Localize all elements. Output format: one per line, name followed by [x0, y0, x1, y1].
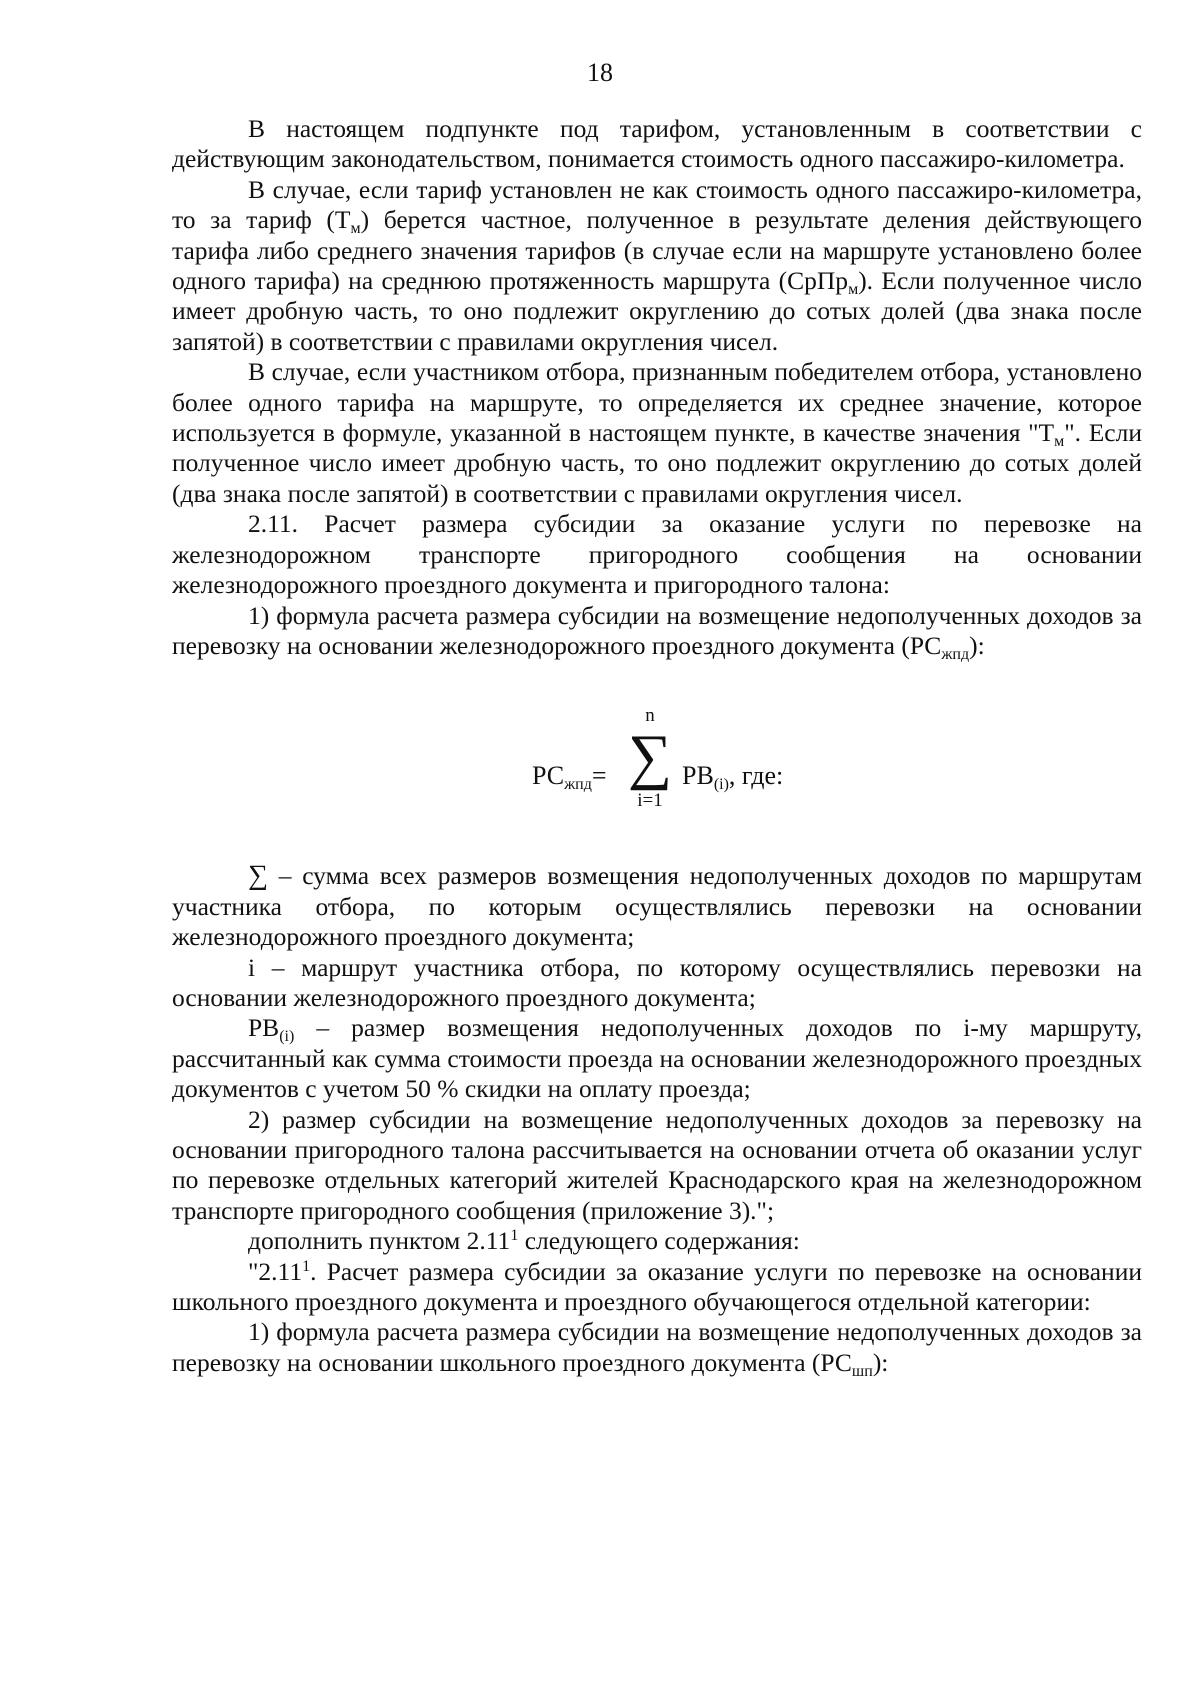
paragraph-sum-definition: ∑ – сумма всех размеров возмещения недополученных доходов по маршрутам участника отбора, по которым осуществлялись перевозки на основании железнодорожного проездного документа;	[172, 860, 1142, 952]
paragraph-pv-definition: $РВ_{(i)}$ – размер возмещения недополученных доходов по i-му маршруту, рассчитанный как сумма стоимости проезда на основании железнодорожного проездных документов с учетом 50 % скидки на оплату проезда;	[172, 1013, 1142, 1104]
sigma-upper-limit: n	[645, 705, 655, 727]
paragraph-2-11: 2.11. Расчет размера субсидии за оказание услуги по перевозке на железнодорожном транспорте пригородного сообщения на основании железнодорожного проездного документа и пригородного талона:	[172, 509, 1142, 600]
paragraph-2-suburban: 2) размер субсидии на возмещение недополученных доходов за перевозку на основании пригородного талона рассчитывается на основании отчета об оказании услуг по перевозке отдельных категорий жителей Краснодарского края на железнодорожном транспорте пригородного сообщения (приложение 3).";	[172, 1104, 1142, 1225]
paragraph-2-11-1: "2.11$^1$. Расчет размера субсидии за оказание услуги по перевозке на основании школьного проездного документа и проездного обучающегося отдельной категории:	[172, 1256, 1142, 1316]
paragraph-tariff-calculation: В случае, если тариф установлен не как стоимость одного пассажиро-километра, то за тариф $(Т_м)$ берется частное, полученное в результате деления действующего тарифа либо среднего значения тарифов (в случае если на маршруте установлено более одного тарифа) на среднюю протяженность маршрута (СрПр$_м$). Если полученное число имеет дробную часть, то оно подлежит округлению до сотых долей (два знака после запятой) в соответствии с правилами округления чисел.	[172, 174, 1142, 356]
paragraph-average-tariff: В случае, если участником отбора, признанным победителем отбора, установлено более одного тарифа на маршруте, то определяется их среднее значение, которое используется в формуле, указанной в настоящем пункте, в качестве значения "$Т_м$". Если полученное число имеет дробную часть, то оно подлежит округлению до сотых долей (два знака после запятой) в соответствии с правилами округления чисел.	[172, 357, 1142, 508]
paragraph-supplement: дополнить пунктом 2.11$^1$ следующего содержания:	[248, 1226, 800, 1256]
paragraph-i-definition: i – маршрут участника отбора, по которому осуществлялись перевозки на основании железнодорожного проездного документа;	[172, 952, 1142, 1012]
formula-lhs: $РС_{жпд}=$	[532, 761, 607, 794]
sum-symbol: ∑	[248, 860, 268, 892]
sigma-icon	[622, 701, 678, 816]
sigma-symbol: ∑	[627, 722, 673, 791]
paragraph-formula-intro: 1) формула расчета размера субсидии на возмещение недополученных доходов за перевозку на основании железнодорожного проездного документа $(РС_{жпд})$:	[172, 600, 1142, 663]
page-number: 18	[587, 58, 613, 87]
sum-formula	[172, 701, 1142, 851]
formula-rhs: $РВ_{(i)}$, где:	[682, 761, 784, 794]
document-body	[172, 114, 1142, 1378]
sigma-lower-limit: i=1	[637, 789, 663, 811]
paragraph-tariff-definition: В настоящем подпункте под тарифом, установленным в соответствии с действующим законодательством, понимается стоимость одного пассажиро-километра.	[172, 114, 1142, 174]
paragraph-school-formula-intro: 1) формула расчета размера субсидии на возмещение недополученных доходов за перевозку на основании школьного проездного документа $(РС_{шп})$:	[172, 1317, 1142, 1380]
